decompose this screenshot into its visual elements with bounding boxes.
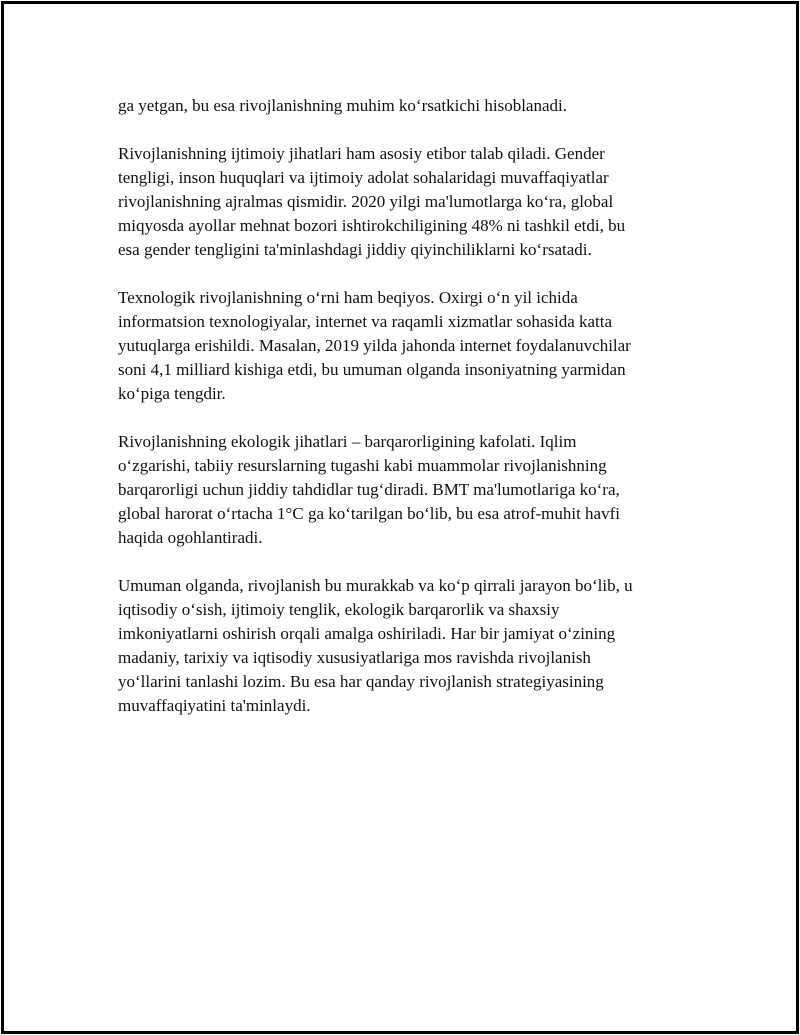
text-line: yutuqlarga erishildi. Masalan, 2019 yilda jahonda internet foydalanuvchilar (118, 336, 631, 355)
text-line: soni 4,1 milliard kishiga etdi, bu umuman olganda insoniyatning yarmidan (118, 360, 626, 379)
text-line: madaniy, tarixiy va iqtisodiy xususiyatlariga mos ravishda rivojlanish (118, 648, 591, 667)
text-line: global harorat o‘rtacha 1°C ga ko‘tarilgan bo‘lib, bu esa atrof-muhit havfi (118, 504, 620, 523)
paragraph-2 (118, 142, 718, 262)
text-line: Rivojlanishning ijtimoiy jihatlari ham asosiy etibor talab qiladi. Gender (118, 144, 605, 163)
text-line: haqida ogohlantiradi. (118, 528, 263, 547)
text-line: imkoniyatlarni oshirish orqali amalga oshiriladi. Har bir jamiyat o‘zining (118, 624, 616, 643)
text-line: Umuman olganda, rivojlanish bu murakkab va ko‘p qirrali jarayon bo‘lib, u (118, 576, 633, 595)
text-line: barqarorligi uchun jiddiy tahdidlar tug‘diradi. BMT ma'lumotlariga ko‘ra, (118, 480, 620, 499)
text-line: ko‘piga tengdir. (118, 384, 226, 403)
text-line: informatsion texnologiyalar, internet va raqamli xizmatlar sohasida katta (118, 312, 613, 331)
text-line: o‘zgarishi, tabiiy resurslarning tugashi kabi muammolar rivojlanishning (118, 456, 607, 475)
text-line: esa gender tengligini ta'minlashdagi jiddiy qiyinchiliklarni ko‘rsatadi. (118, 240, 592, 259)
text-line: tengligi, inson huquqlari va ijtimoiy adolat sohalaridagi muvaffaqiyatlar (118, 168, 609, 187)
text-line: rivojlanishning ajralmas qismidir. 2020 yilgi ma'lumotlarga ko‘ra, global (118, 192, 614, 211)
text-line: Rivojlanishning ekologik jihatlari – barqarorligining kafolati. Iqlim (118, 432, 577, 451)
paragraph-4 (118, 430, 718, 550)
text-line: Texnologik rivojlanishning o‘rni ham beqiyos. Oxirgi o‘n yil ichida (118, 288, 578, 307)
text-line: ga yetgan, bu esa rivojlanishning muhim ko‘rsatkichi hisoblanadi. (118, 96, 567, 115)
paragraph-1 (118, 94, 718, 118)
text-line: muvaffaqiyatini ta'minlaydi. (118, 696, 311, 715)
paragraph-3 (118, 286, 718, 406)
text-line: miqyosda ayollar mehnat bozori ishtirokchiligining 48% ni tashkil etdi, bu (118, 216, 626, 235)
text-line: iqtisodiy o‘sish, ijtimoiy tenglik, ekologik barqarorlik va shaxsiy (118, 600, 560, 619)
paragraph-5 (118, 574, 718, 718)
text-line: yo‘llarini tanlashi lozim. Bu esa har qanday rivojlanish strategiyasining (118, 672, 604, 691)
document-body (118, 94, 718, 742)
